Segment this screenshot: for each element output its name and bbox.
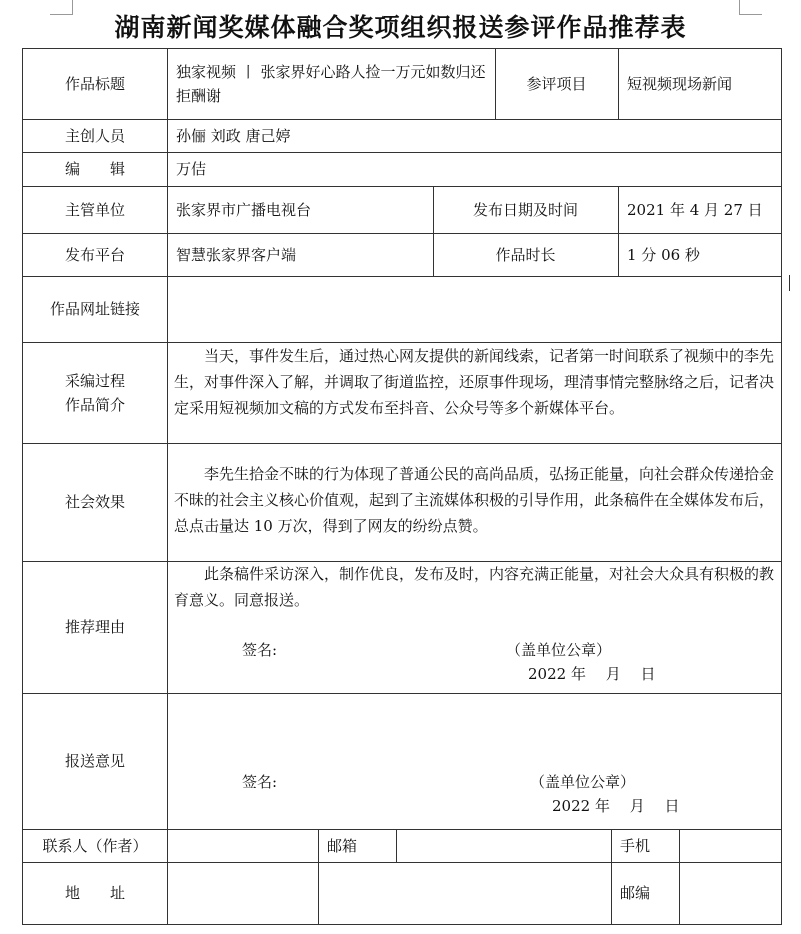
phone-label: 手机 — [620, 836, 651, 855]
process-intro-text: 当天，事件发生后，通过热心网友提供的新闻线索，记者第一时间联系了视频中的李先生，对事件深入了解，并调取了街道监控，还原事件现场，理清事情完整脉络之后，记者决定采用短视频加文稿的方式发布至抖音、公众号等多个新媒体平台。 — [174, 347, 775, 417]
email-label: 邮箱 — [327, 836, 358, 855]
reason-seal-note: （盖单位公章） — [506, 641, 612, 659]
work-link-label: 作品网址链接 — [49, 300, 140, 318]
creators-label: 主创人员 — [64, 126, 125, 145]
work-link-value — [167, 276, 781, 342]
recommend-reason-label: 推荐理由 — [64, 618, 125, 636]
duration-label: 作品时长 — [495, 245, 556, 264]
publish-date-value: 2021 年 4 月 27 日 — [627, 200, 763, 219]
recommend-reason-text: 此条稿件采访深入，制作优良，发布及时，内容充满正能量，对社会大众具有积极的教育意义。同意报送。 — [174, 565, 775, 609]
publish-date-label: 发布日期及时间 — [472, 200, 578, 219]
platform-value: 智慧张家界客户端 — [176, 245, 297, 264]
submission-opinion-label: 报送意见 — [64, 752, 125, 770]
text-cursor — [789, 275, 790, 291]
social-effect-text: 李先生拾金不昧的行为体现了普通公民的高尚品质，弘扬正能量，向社会群众传递拾金不昧的社会主义核心价值观，起到了主流媒体积极的引导作用，此条稿件在全媒体发布后，总点击量达 10 万次，得到了网友的纷纷点赞。 — [174, 465, 775, 535]
entry-item-value: 短视频现场新闻 — [627, 75, 733, 93]
form-title: 湖南新闻奖媒体融合奖项组织报送参评作品推荐表 — [114, 13, 687, 42]
work-title-value: 独家视频 丨 张家界好心路人捡一万元如数归还拒酬谢 — [176, 63, 486, 105]
entry-item-label: 参评项目 — [526, 75, 587, 93]
recommendation-form-table — [22, 48, 782, 925]
supervising-unit-value: 张家界市广播电视台 — [176, 200, 312, 219]
opinion-seal-note: （盖单位公章） — [530, 773, 636, 791]
contact-label: 联系人（作者） — [42, 836, 148, 855]
editor-label: 编 辑 — [64, 160, 125, 178]
social-effect-label: 社会效果 — [64, 493, 125, 511]
opinion-signature-label: 签名: — [242, 773, 278, 791]
zip-label: 邮编 — [620, 884, 651, 902]
duration-value: 1 分 06 秒 — [627, 245, 700, 264]
work-title-label: 作品标题 — [64, 75, 125, 93]
editor-value: 万佶 — [176, 160, 207, 178]
opinion-date: 2022 年 月 日 — [552, 797, 680, 815]
platform-label: 发布平台 — [64, 245, 125, 264]
creators-value: 孙俪 刘政 唐己婷 — [176, 126, 291, 145]
address-label: 地 址 — [64, 884, 125, 902]
process-intro-label: 采编过程 作品简介 — [64, 371, 125, 414]
reason-signature-label: 签名: — [242, 641, 278, 659]
supervising-unit-label: 主管单位 — [64, 200, 125, 219]
reason-date: 2022 年 月 日 — [528, 665, 656, 683]
